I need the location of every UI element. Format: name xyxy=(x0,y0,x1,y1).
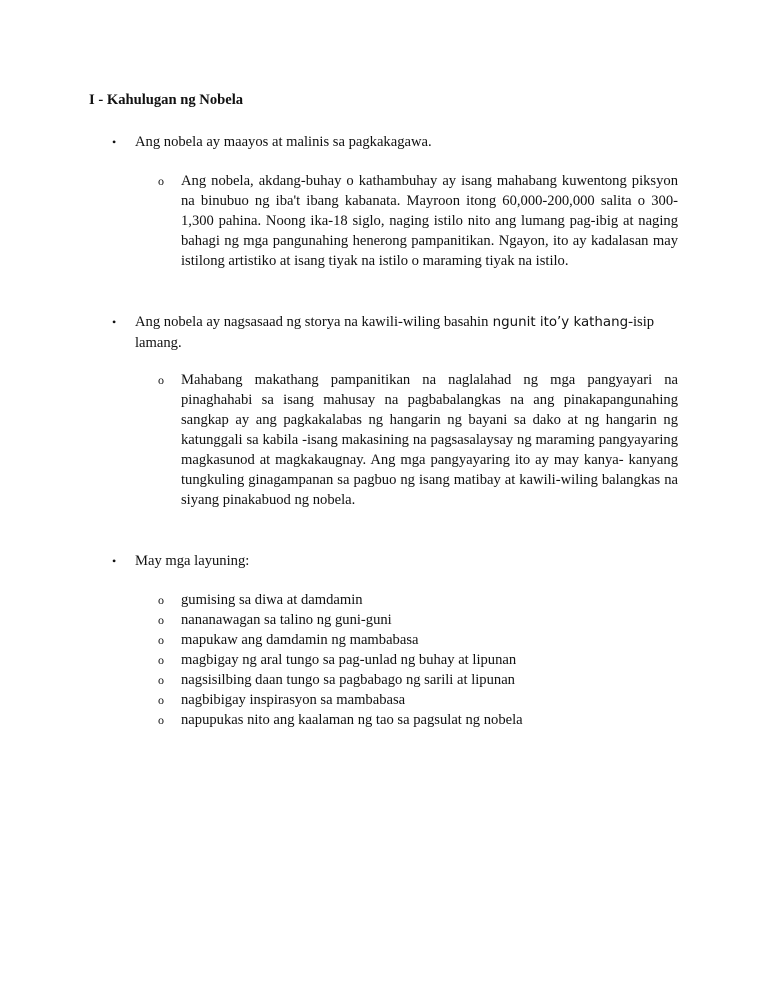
bullet-text-main: Ang nobela ay nagsasaad ng storya na kawili-wiling basahin xyxy=(135,314,489,330)
list-item xyxy=(158,710,680,730)
sub-marker: o xyxy=(158,633,164,647)
sub-marker: o xyxy=(158,693,164,707)
list-item-text: nagsisilbing daan tungo sa pagbabago ng sarili at lipunan xyxy=(181,672,515,688)
bullet-marker: • xyxy=(112,135,117,149)
bullet-text-end: -isip lamang. xyxy=(135,314,655,351)
list-item xyxy=(158,610,680,630)
sub-paragraph: Ang nobela, akdang-buhay o kathambuhay ay isang mahabang kuwentong piksyon na binubuo ng iba't ibang kabanata. Mayroon itong 60,000-200,000 salita o 300-1,300 pahina. Noong ika-18 siglo, naging istilo nito ang lumang pag-ibig at naging bahagi ng mga pangunahing henerong pampanitikan. Ngayon, ito ay kadalasan may istilong artistiko at isang tiyak na istilo o maraming tiyak na istilo. xyxy=(181,173,678,269)
sub-paragraph: Mahabang makathang pampanitikan na naglalahad ng mga pangyayari na pinaghahabi sa isang mahusay na pagbabalangkas na ang pinakapangunahing sangkap ay ang pagkakalabas ng hangarin ng bayani sa dako at ng hangarin ng katunggali sa kabila -isang makasining na pagsasalaysay ng maraming pangyayaring magkasunod at magkakaugnay. Ang mga pangyayaring ito ay may kanya- kanyang tungkuling ginagampanan sa pagbuo ng isang matibay at kawili-wiling balangkas na siyang pinakabuod ng nobela. xyxy=(181,372,678,508)
bullet-text xyxy=(135,312,680,353)
list-item-text: mapukaw ang damdamin ng mambabasa xyxy=(181,632,419,648)
sub-marker: o xyxy=(158,613,164,627)
bullet-marker: • xyxy=(112,315,117,329)
list-item xyxy=(158,690,680,710)
sub-marker: o xyxy=(158,593,164,607)
sub-marker: o xyxy=(158,174,164,188)
list-item-text: nananawagan sa talino ng guni-guni xyxy=(181,612,392,628)
sub-marker: o xyxy=(158,373,164,387)
list-item xyxy=(158,630,680,650)
list-item-text: magbigay ng aral tungo sa pag-unlad ng buhay at lipunan xyxy=(181,652,517,668)
list-item-text: napupukas nito ang kaalaman ng tao sa pagsulat ng nobela xyxy=(181,712,523,728)
list-item xyxy=(158,650,680,670)
sub-marker: o xyxy=(158,713,164,727)
section-heading: I - Kahulugan ng Nobela xyxy=(89,92,244,108)
bullet-text: Ang nobela ay maayos at malinis sa pagkakagawa. xyxy=(135,134,432,150)
list-item-text: gumising sa diwa at damdamin xyxy=(181,592,363,608)
sub-marker: o xyxy=(158,673,164,687)
list-item-text: nagbibigay inspirasyon sa mambabasa xyxy=(181,692,406,708)
sub-marker: o xyxy=(158,653,164,667)
bullet-marker: • xyxy=(112,554,117,568)
list-item xyxy=(158,670,680,690)
objectives-list xyxy=(158,590,680,730)
bullet-text-alt: ngunit ito’y kathang xyxy=(488,315,629,330)
bullet-text: May mga layuning: xyxy=(135,553,250,569)
list-item xyxy=(158,590,680,610)
